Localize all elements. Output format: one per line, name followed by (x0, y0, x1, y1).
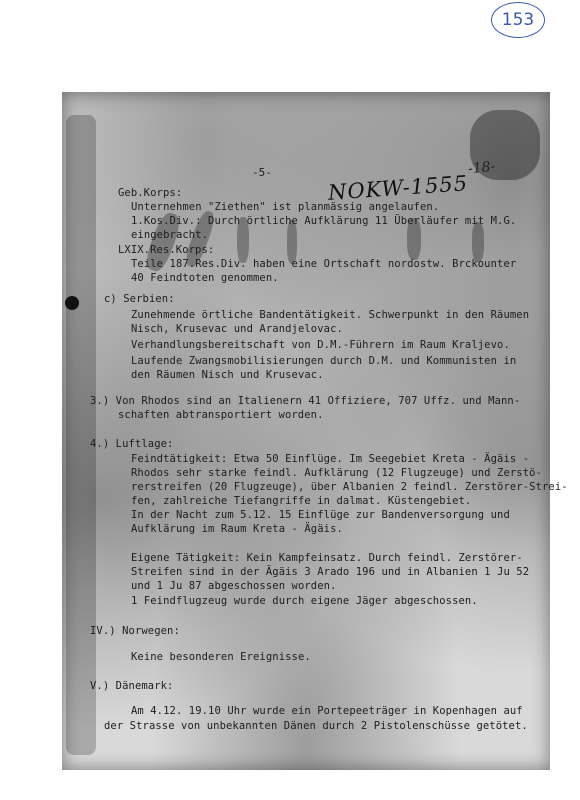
document-line: schaften abtransportiert worden. (118, 409, 324, 421)
archive-stamp-number: 153 (501, 10, 535, 30)
document-line: V.) Dänemark: (90, 680, 174, 692)
document-line: eingebracht. (131, 229, 209, 241)
document-line: Rhodos sehr starke feindl. Aufklärung (12 Flugzeuge) und Zerstö- (131, 467, 542, 479)
page-number: -5- (252, 166, 272, 179)
document-line: der Strasse von unbekannten Dänen durch 2 Pistolenschüsse getötet. (104, 720, 528, 732)
document-line: Feindtätigkeit: Etwa 50 Einflüge. Im Seegebiet Kreta - Ägäis - (131, 453, 530, 465)
document-line: Streifen sind in der Ägäis 3 Arado 196 und in Albanien 1 Ju 52 (131, 566, 530, 578)
document-line: Keine besonderen Ereignisse. (131, 651, 311, 663)
document-line: und 1 Ju 87 abgeschossen worden. (131, 580, 337, 592)
document-line: c) Serbien: (104, 293, 175, 305)
document-line: 1.Kos.Div.: Durch örtliche Aufklärung 11 Überläufer mit M.G. (131, 215, 517, 227)
document-line: rerstreifen (20 Flugzeuge), über Albanien 2 feindl. Zerstörer-Strei- (131, 481, 568, 493)
document-line: 4.) Luftlage: (90, 438, 174, 450)
archive-stamp (491, 2, 545, 38)
document-line: Geb.Korps: (118, 187, 183, 199)
document-line: LXIX.Res.Korps: (118, 244, 215, 256)
document-line: IV.) Norwegen: (90, 625, 180, 637)
handwritten-mark: -18- (467, 158, 497, 178)
punch-hole (65, 296, 79, 310)
document-line: Unternehmen "Ziethen" ist planmässig angelaufen. (131, 201, 440, 213)
document-line: Laufende Zwangsmobilisierungen durch D.M. und Kommunisten in (131, 355, 517, 367)
document-line: 40 Feindtoten genommen. (131, 272, 279, 284)
handwritten-reference: NOKW-1555 (327, 171, 469, 205)
document-line: Teile 187.Res.Div. haben eine Ortschaft nordostw. Brckounter (131, 258, 517, 270)
document-line: Am 4.12. 19.10 Uhr wurde ein Portepeeträger in Kopenhagen auf (131, 705, 523, 717)
document-line: fen, zahlreiche Tiefangriffe in dalmat. Küstengebiet. (131, 495, 472, 507)
document-line: 3.) Von Rhodos sind an Italienern 41 Offiziere, 707 Uffz. und Mann- (90, 395, 521, 407)
document-line: Zunehmende örtliche Bandentätigkeit. Schwerpunkt in den Räumen (131, 309, 530, 321)
document-line: Aufklärung im Raum Kreta - Ägäis. (131, 523, 343, 535)
document-line: Verhandlungsbereitschaft von D.M.-Führern im Raum Kraljevo. (131, 339, 510, 351)
document-line: Nisch, Krusevac und Arandjelovac. (131, 323, 343, 335)
document-line: In der Nacht zum 5.12. 15 Einflüge zur Bandenversorgung und (131, 509, 510, 521)
scan-smear (66, 115, 96, 755)
document-line: Eigene Tätigkeit: Kein Kampfeinsatz. Durch feindl. Zerstörer- (131, 552, 523, 564)
document-line: den Räumen Nisch und Krusevac. (131, 369, 324, 381)
document-line: 1 Feindflugzeug wurde durch eigene Jäger abgeschossen. (131, 595, 478, 607)
scan-smear (472, 222, 484, 262)
